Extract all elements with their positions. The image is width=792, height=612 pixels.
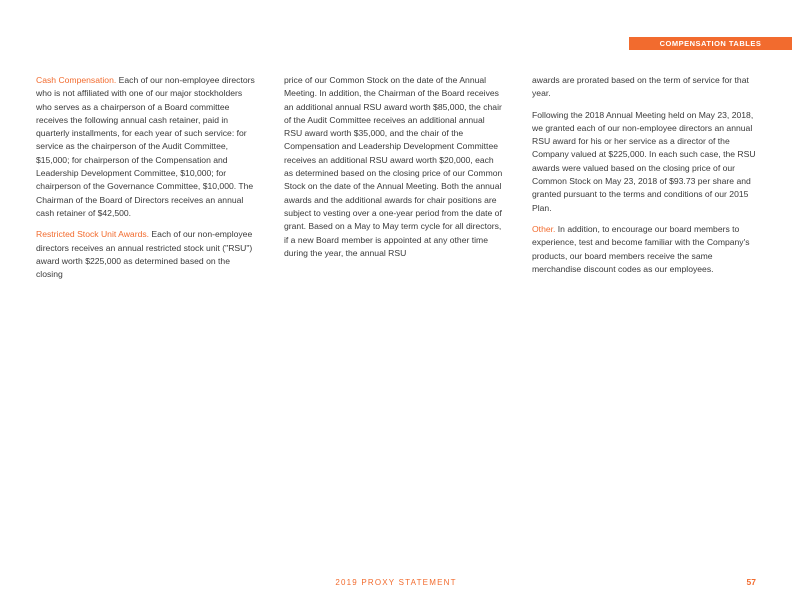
page-number: 57	[746, 577, 756, 587]
text-column-2	[284, 74, 504, 268]
other-text: In addition, to encourage our board members to experience, test and become familiar with the Company's products, our board members receive the same merchandise discount codes as our employees.	[532, 223, 750, 274]
rsu-proration-paragraph: awards are prorated based on the term of service for that year.	[532, 75, 749, 99]
rsu-awards-heading: Restricted Stock Unit Awards.	[36, 229, 150, 240]
cash-compensation-paragraph	[36, 74, 256, 220]
rsu-awards-paragraph	[36, 228, 256, 281]
other-heading: Other.	[532, 223, 556, 234]
rsu-awards-continued-paragraph: price of our Common Stock on the date of the Annual Meeting. In addition, the Chairman of the Board receives an additional annual RSU award worth $85,000, the chair of the Audit Committee receives an additional annual RSU award worth $35,000, and the chair of the Compensation and Leadership Development Committee receives an additional RSU award worth $20,000, each as determined based on the closing price of our Common Stock on the date of the Annual Meeting. Both the annual awards and the additional awards for chair positions are subject to vesting over a one-year period from the date of grant. Based on a May to May term cycle for all directors, if a new Board member is appointed at any other time during the year, the annual RSU	[284, 75, 503, 258]
text-column-3	[532, 74, 758, 284]
cash-compensation-text: Each of our non-employee directors who is not affiliated with one of our major stockholders who serves as a chairperson of a Board committee receives the following annual cash retainer, paid in quarterly installments, for each year of such service: for service as the chairperson of the Audit Committee, $15,000; for chairperson of the Compensation and Leadership Development Committee, $10,000; for chairperson of the Governance Committee, $10,000. The Chairman of the Board of Directors receives an annual cash retainer of $42,500.	[36, 75, 255, 218]
footer-document-title: 2019 PROXY STATEMENT	[335, 578, 457, 587]
annual-meeting-grant-paragraph: Following the 2018 Annual Meeting held on May 23, 2018, we granted each of our non-employee directors an annual RSU award for his or her service as a director of the Company valued at $225,000. In each such case, the RSU awards were valued based on the closing price of our Common Stock on May 23, 2018 of $93.73 per share and granted pursuant to the terms and conditions of our 2015 Plan.	[532, 109, 756, 213]
cash-compensation-heading: Cash Compensation.	[36, 75, 117, 85]
rsu-awards-text: Each of our non-employee directors receives an annual restricted stock unit ("RSU") award worth $225,000 as determined based on the closing	[36, 229, 253, 280]
text-column-1	[36, 74, 256, 289]
section-label: COMPENSATION TABLES	[629, 37, 792, 50]
other-paragraph	[532, 223, 758, 276]
